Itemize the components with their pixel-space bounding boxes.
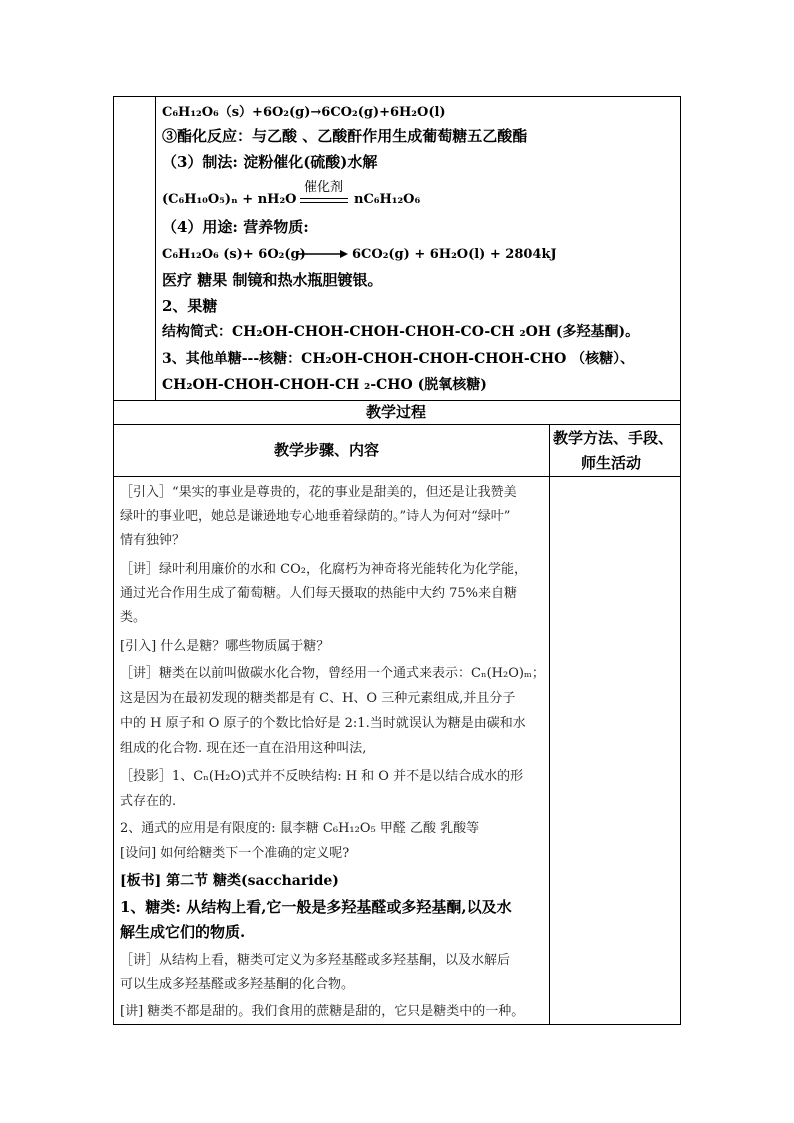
projection-line2: 式存在的. — [120, 794, 177, 809]
table-border-bottom — [113, 1024, 681, 1025]
lecture-carbohydrate-line1: ［讲］糖类在以前叫做碳水化合物，曾经用一个通式来表示：Cₙ(H₂O)ₘ； — [120, 666, 545, 681]
deoxyribose-line: CH₂OH-CHOH-CHOH-CH ₂-CHO (脱氧核糖) — [162, 377, 487, 393]
lecture-definition-line2: 可以生成多羟基醛或多羟基酮的化合物。 — [120, 977, 355, 992]
equals-bar-top — [300, 198, 348, 199]
table-border-left — [113, 96, 114, 1025]
equals-bar-bottom — [300, 202, 348, 203]
table-border-right — [680, 96, 681, 1025]
definition-question: [设问] 如何给糖类下一个准确的定义呢? — [120, 846, 350, 861]
ribose-line: 3、其他单糖---核糖：CH₂OH-CHOH-CHOH-CHOH-CHO （核糖）、 — [162, 351, 635, 367]
oxidation-left: C₆H₁₂O₆ (s)+ 6O₂(g) — [162, 247, 306, 262]
formula-limits-line: 2、通式的应用是有限度的: 鼠李糖 C₆H₁₂O₅ 甲醛 乙酸 乳酸等 — [120, 821, 480, 836]
table-hline-2 — [113, 424, 681, 425]
lecture-photosynthesis-line2: 通过光合作用生成了葡萄糖。人们每天摄取的热能中大约 75%来自糖 — [120, 586, 518, 601]
applications-line: 医疗 糖果 制镜和热水瓶胆镀银。 — [162, 271, 383, 289]
column-header-methods-line1: 教学方法、手段、 — [553, 429, 674, 447]
preparation-line: （3）制法: 淀粉催化(硫酸)水解 — [162, 153, 378, 171]
column-header-methods-line2: 师生活动 — [581, 454, 642, 472]
lecture-definition-line1: ［讲］从结构上看，糖类可定义为多羟基醛或多羟基酮，以及水解后 — [120, 953, 511, 968]
catalyst-label: 催化剂 — [304, 180, 344, 195]
lecture-carbohydrate-line2: 这是因为在最初发现的糖类都是有 C、H、O 三种元素组成,并且分子 — [120, 691, 516, 706]
hydrolysis-left: (C₆H₁₀O₅)ₙ + nH₂O — [162, 192, 297, 207]
table-border-top — [113, 96, 681, 97]
fructose-formula: 结构简式：CH₂OH-CHOH-CHOH-CHOH-CO-CH ₂OH (多羟基酮)。 — [162, 324, 640, 340]
oxidation-right: 6CO₂(g) + 6H₂O(l) + 2804kJ — [352, 247, 557, 262]
hydrolysis-right: nC₆H₁₂O₆ — [354, 192, 421, 207]
esterification-line: ③酯化反应：与乙酸 、乙酸酐作用生成葡萄糖五乙酸酯 — [162, 127, 528, 145]
lecture-photosynthesis-line1: ［讲］绿叶利用廉价的水和 CO₂，化腐朽为神奇将光能转化为化学能， — [120, 562, 527, 577]
lecture-photosynthesis-line3: 类。 — [120, 610, 147, 625]
section-title-teaching-process: 教学过程 — [366, 403, 427, 421]
intro-quote-line2: 绿叶的事业吧，她总是谦逊地专心地垂着绿荫的。”诗人为何对“绿叶” — [120, 509, 511, 524]
reaction-arrow-icon — [298, 249, 348, 259]
board-heading: [板书] 第二节 糖类(saccharide) — [120, 873, 339, 889]
table-hline-3 — [113, 476, 681, 477]
definition-line2: 解生成它们的物质. — [120, 923, 246, 941]
table-hline-1 — [113, 400, 681, 401]
intro-question: [引入] 什么是糖？哪些物质属于糖？ — [120, 639, 330, 654]
lecture-sweetness: [讲] 糖类不都是甜的。我们食用的蔗糖是甜的，它只是糖类中的一种。 — [120, 1004, 525, 1019]
table-inner-vline-bottom — [549, 424, 550, 1025]
projection-line1: ［投影］1、Cₙ(H₂O)式并不反映结构: H 和 O 并不是以结合成水的形 — [120, 769, 524, 784]
fructose-heading: 2、果糖 — [162, 297, 218, 315]
definition-line1: 1、糖类: 从结构上看,它一般是多羟基醛或多羟基酮,以及水 — [120, 898, 512, 916]
column-header-steps: 教学步骤、内容 — [274, 441, 380, 459]
uses-line: （4）用途: 营养物质: — [162, 218, 309, 236]
lecture-carbohydrate-line4: 组成的化合物. 现在还一直在沿用这种叫法, — [120, 741, 367, 756]
equation-combustion: C₆H₁₂O₆（s）+6O₂(g)→6CO₂(g)+6H₂O(l) — [162, 105, 446, 120]
table-inner-vline-top — [155, 96, 156, 400]
intro-quote-line1: ［引入］“果实的事业是尊贵的，花的事业是甜美的，但还是让我赞美 — [120, 485, 517, 500]
lecture-carbohydrate-line3: 中的 H 原子和 O 原子的个数比恰好是 2:1.当时就误认为糖是由碳和水 — [120, 716, 526, 731]
intro-quote-line3: 情有独钟？ — [120, 533, 186, 548]
